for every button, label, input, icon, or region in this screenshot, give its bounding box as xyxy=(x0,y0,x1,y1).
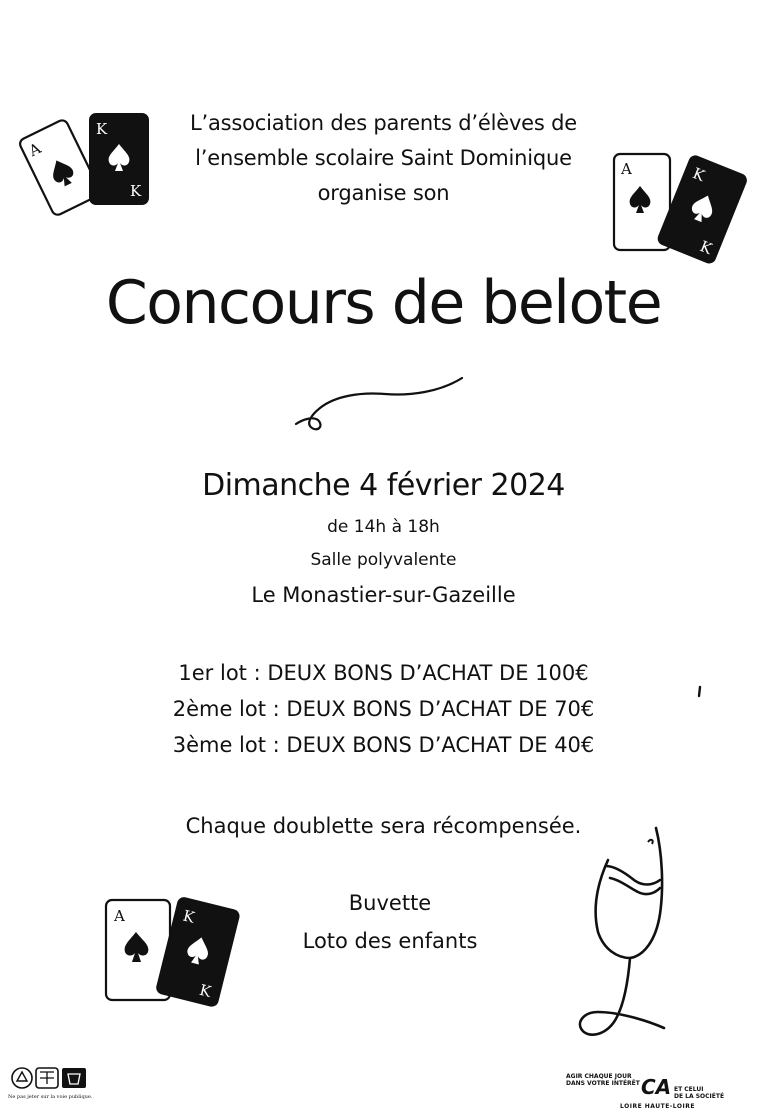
extra-buvette: Buvette xyxy=(348,891,432,915)
intro-line-3: organise son xyxy=(317,181,450,205)
intro-line-1: L’association des parents d’élèves de xyxy=(190,111,577,135)
prize-3: 3ème lot : DEUX BONS D’ACHAT DE 40€ xyxy=(172,733,595,757)
bank-slogan-line-4: DE LA SOCIÉTÉ xyxy=(674,1093,725,1100)
page-title: Concours de belote xyxy=(105,268,662,338)
ink-mark xyxy=(696,686,704,698)
event-town: Le Monastier-sur-Gazeille xyxy=(251,583,516,607)
prize-list xyxy=(0,655,767,763)
footer-notice: Ne pas jeter sur la voie publique. xyxy=(8,1094,93,1100)
bank-slogan-line-3: ET CELUI xyxy=(674,1086,704,1093)
card-king-letter-bottom: K xyxy=(130,182,142,200)
bank-slogan-line-2: DANS VOTRE INTÉRÊT xyxy=(566,1080,640,1087)
intro-line-2: l’ensemble scolaire Saint Dominique xyxy=(195,146,572,170)
card-ace-letter: A xyxy=(621,160,632,178)
playing-cards-icon-bottom-left xyxy=(102,896,252,1016)
card-king-letter: K xyxy=(96,120,108,138)
wine-glass-icon xyxy=(548,822,678,1052)
flourish-divider xyxy=(290,372,470,442)
bank-slogan xyxy=(566,1073,640,1087)
bank-region: LOIRE HAUTE-LOIRE xyxy=(620,1103,695,1110)
bank-slogan-line-1: AGIR CHAQUE JOUR xyxy=(566,1073,632,1080)
bank-logo-text: CA xyxy=(641,1075,672,1099)
card-king-letter-bottom: K xyxy=(197,980,213,1001)
bank-slogan-right xyxy=(674,1086,724,1100)
event-date: Dimanche 4 février 2024 xyxy=(202,468,565,503)
extras-list xyxy=(220,884,560,960)
extra-loto: Loto des enfants xyxy=(302,929,478,953)
card-king-letter: K xyxy=(181,906,197,927)
playing-cards-icon-top-right xyxy=(606,150,756,270)
card-king-letter-bottom: K xyxy=(697,237,715,259)
event-time: de 14h à 18h xyxy=(327,517,440,537)
bank-logo xyxy=(640,1074,674,1100)
card-ace-letter: A xyxy=(114,907,125,925)
playing-cards-icon-top-left xyxy=(24,108,154,228)
prize-2: 2ème lot : DEUX BONS D’ACHAT DE 70€ xyxy=(172,697,595,721)
reward-note: Chaque doublette sera récompensée. xyxy=(185,814,582,838)
prize-1: 1er lot : DEUX BONS D’ACHAT DE 100€ xyxy=(178,661,589,685)
card-king-letter: K xyxy=(690,164,708,186)
card-ace-letter: A xyxy=(26,139,44,161)
recycle-icon xyxy=(10,1066,90,1092)
event-venue: Salle polyvalente xyxy=(310,550,457,570)
